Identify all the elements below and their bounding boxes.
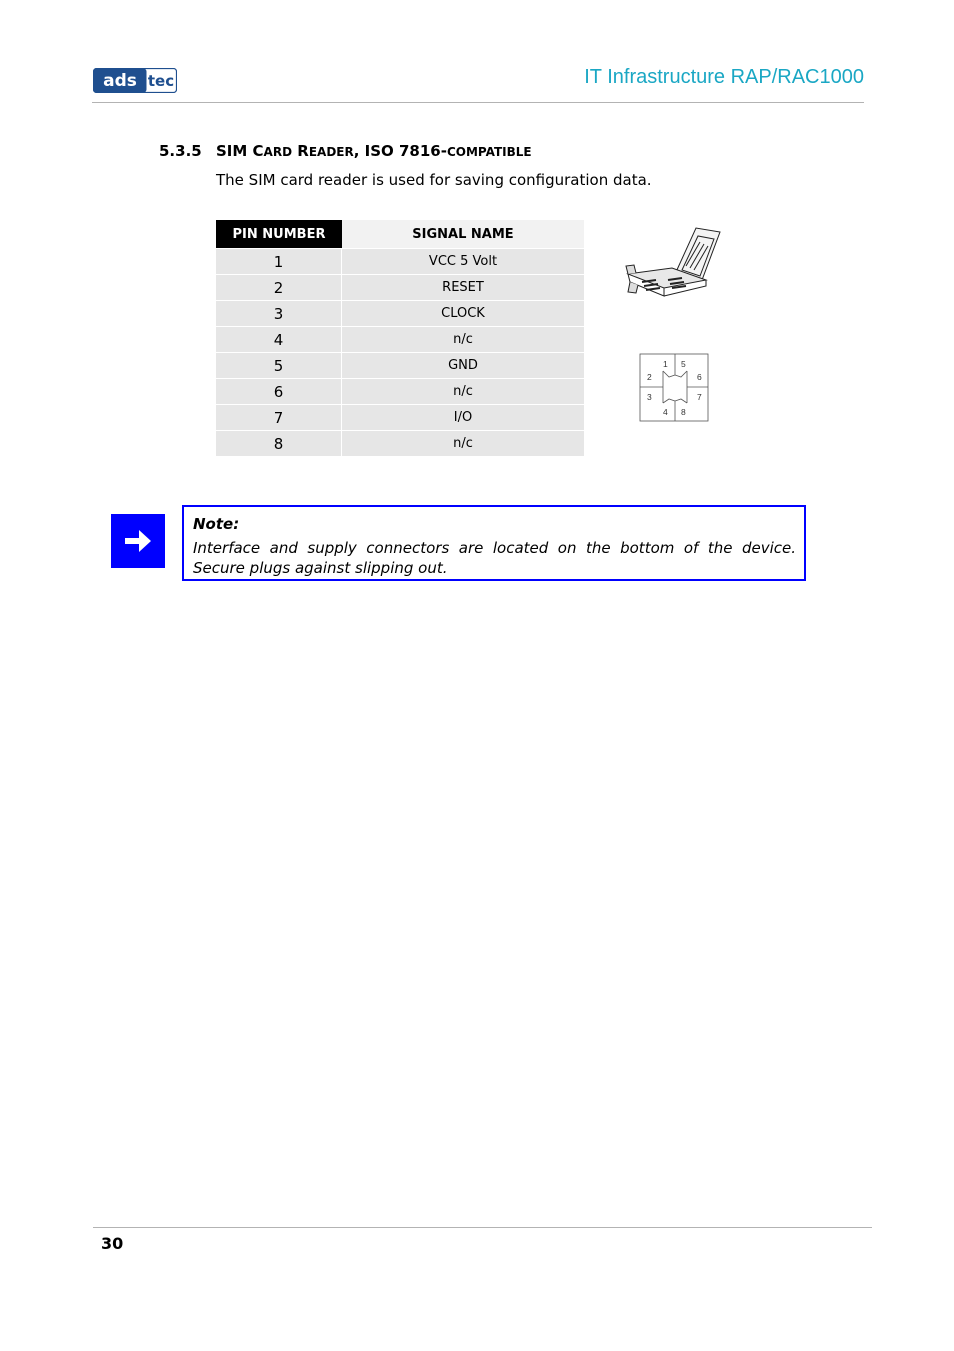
note-box <box>182 505 806 581</box>
table-row <box>216 352 584 378</box>
section-intro: The SIM card reader is used for saving configuration data. <box>216 171 652 189</box>
pin-cell: 5 <box>216 352 342 378</box>
section-title-part: EADER <box>308 145 354 159</box>
section-number: 5.3.5 <box>159 142 202 160</box>
table-header-row <box>216 220 584 248</box>
pin-label: 1 <box>663 359 668 369</box>
section-title-part: ARD <box>263 145 293 159</box>
signal-cell: VCC 5 Volt <box>342 248 584 274</box>
page-number: 30 <box>101 1234 124 1253</box>
logo-text-right: tec <box>147 72 175 90</box>
table-row <box>216 326 584 352</box>
footer-divider <box>93 1227 872 1228</box>
sim-holder-illustration <box>624 222 724 306</box>
table-row <box>216 404 584 430</box>
signal-cell: n/c <box>342 430 584 456</box>
document-title: IT Infrastructure RAP/RAC1000 <box>584 66 864 88</box>
note-text: Interface and supply connectors are located on the bottom of the device. Secure plugs against slipping out. <box>193 539 796 577</box>
signal-cell: n/c <box>342 326 584 352</box>
table-row <box>216 274 584 300</box>
sim-pin-diagram <box>639 353 709 423</box>
signal-cell: I/O <box>342 404 584 430</box>
arrow-right-icon <box>123 528 153 554</box>
section-title <box>216 142 532 160</box>
header-divider <box>92 102 864 103</box>
pin-label: 7 <box>697 392 702 402</box>
pin-cell: 1 <box>216 248 342 274</box>
pin-label: 4 <box>663 407 668 417</box>
pin-label: 8 <box>681 407 686 417</box>
table-row <box>216 300 584 326</box>
note-arrow-badge <box>111 514 165 568</box>
signal-cell: GND <box>342 352 584 378</box>
pin-label: 6 <box>697 372 702 382</box>
section-title-part: R <box>292 142 309 160</box>
section-title-part: SIM C <box>216 142 264 160</box>
pin-cell: 6 <box>216 378 342 404</box>
column-header-pin: PIN NUMBER <box>216 220 342 248</box>
logo-text-left: ads <box>103 71 137 91</box>
table-row <box>216 430 584 456</box>
pin-label: 3 <box>647 392 652 402</box>
column-header-signal: SIGNAL NAME <box>342 220 584 248</box>
signal-cell: CLOCK <box>342 300 584 326</box>
pin-cell: 3 <box>216 300 342 326</box>
pin-label: 5 <box>681 359 686 369</box>
signal-cell: RESET <box>342 274 584 300</box>
pin-cell: 7 <box>216 404 342 430</box>
table-row <box>216 378 584 404</box>
pin-cell: 2 <box>216 274 342 300</box>
pin-table <box>216 220 584 456</box>
pin-cell: 4 <box>216 326 342 352</box>
pin-cell: 8 <box>216 430 342 456</box>
note-title: Note: <box>193 515 240 533</box>
adstec-logo <box>93 68 177 93</box>
signal-cell: n/c <box>342 378 584 404</box>
pin-label: 2 <box>647 372 652 382</box>
table-row <box>216 248 584 274</box>
section-title-part: COMPATIBLE <box>446 145 532 159</box>
section-title-part: , ISO 7816- <box>353 142 447 160</box>
section-heading <box>159 142 532 160</box>
